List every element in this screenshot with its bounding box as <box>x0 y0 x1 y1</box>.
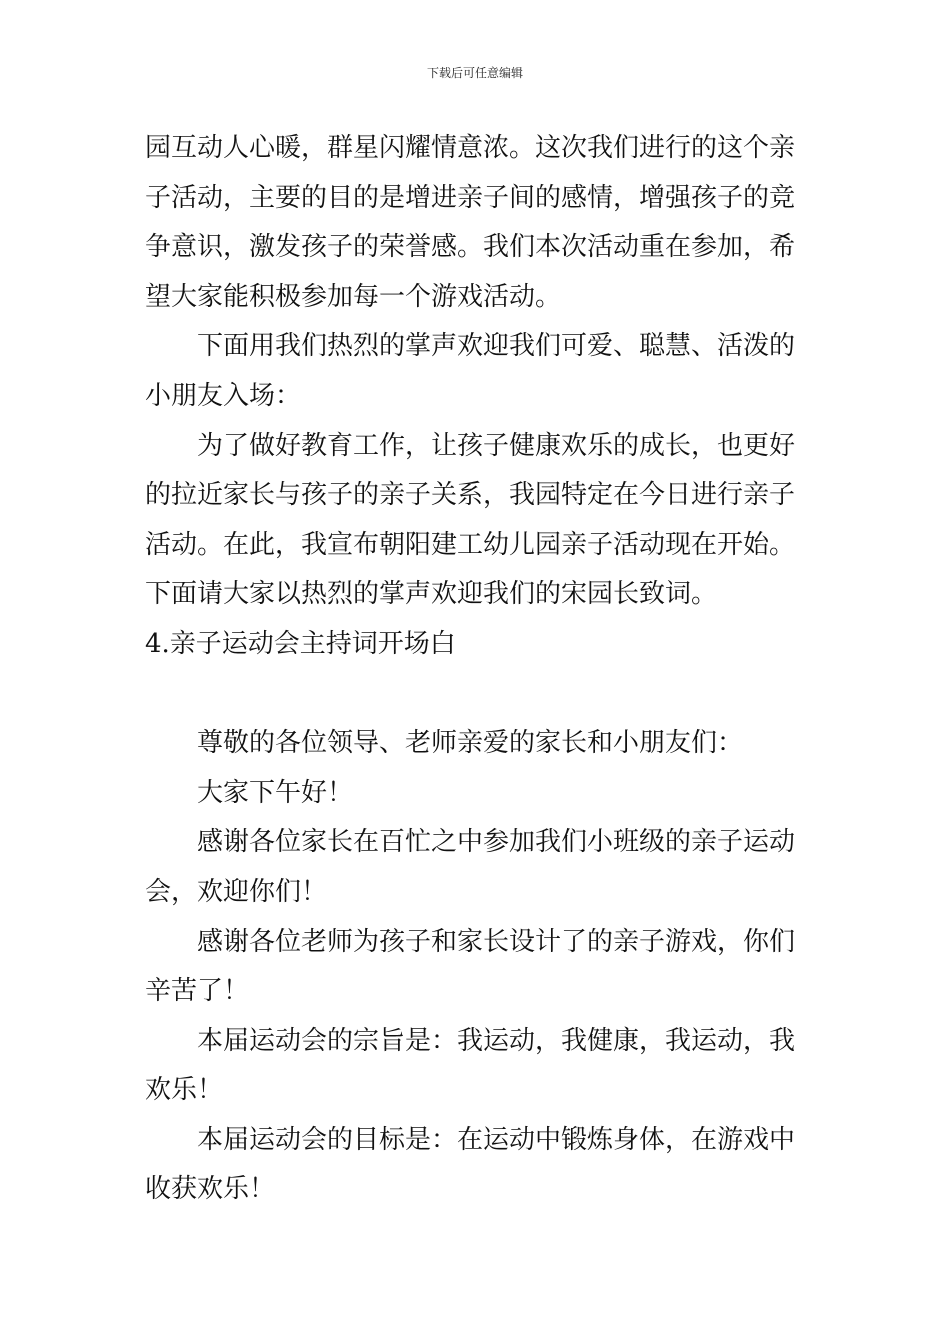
text-line: 感谢各位家长在百忙之中参加我们小班级的亲子运动 <box>197 827 796 858</box>
blank-line <box>145 670 809 720</box>
text-line: 为了做好教育工作，让孩子健康欢乐的成长，也更好 <box>197 430 796 461</box>
page-header: 下载后可任意编辑 <box>426 66 523 80</box>
text-line: 小朋友入场： <box>145 380 302 411</box>
text-line: 本届运动会的宗旨是：我运动，我健康，我运动，我 <box>197 1025 796 1056</box>
paragraph <box>145 422 809 620</box>
text-line: 子活动，主要的目的是增进亲子间的感情，增强孩子的竞 <box>145 182 796 213</box>
text-line: 的拉近家长与孩子的亲子关系，我园特定在今日进行亲子 <box>145 480 796 511</box>
paragraph <box>145 322 809 421</box>
text-line: 争意识，激发孩子的荣誉感。我们本次活动重在参加，希 <box>145 232 796 263</box>
text-line: 收获欢乐！ <box>145 1174 276 1205</box>
text-line: 感谢各位老师为孩子和家长设计了的亲子游戏，你们 <box>197 926 796 957</box>
paragraph <box>145 818 809 917</box>
text-line: 望大家能积极参加每一个游戏活动。 <box>145 281 562 312</box>
paragraph <box>145 719 809 769</box>
paragraph <box>145 769 809 819</box>
text-line: 下面用我们热烈的掌声欢迎我们可爱、聪慧、活泼的 <box>197 331 796 362</box>
paragraph <box>145 1017 809 1116</box>
document-body <box>145 124 809 1215</box>
section-heading: 4.亲子运动会主持词开场白 <box>145 628 456 659</box>
text-line: 尊敬的各位领导、老师亲爱的家长和小朋友们： <box>197 728 744 759</box>
text-line: 会，欢迎你们！ <box>145 876 328 907</box>
text-line: 欢乐！ <box>145 1075 224 1106</box>
paragraph <box>145 124 809 322</box>
text-line: 辛苦了！ <box>145 976 250 1007</box>
paragraph <box>145 1116 809 1215</box>
text-line: 活动。在此，我宣布朝阳建工幼儿园亲子活动现在开始。 <box>145 529 796 560</box>
text-line: 本届运动会的目标是：在运动中锻炼身体，在游戏中 <box>197 1124 796 1155</box>
text-line: 园互动人心暖，群星闪耀情意浓。这次我们进行的这个亲 <box>145 133 796 163</box>
paragraph <box>145 918 809 1017</box>
text-line: 大家下午好！ <box>197 777 354 808</box>
text-line: 下面请大家以热烈的掌声欢迎我们的宋园长致词。 <box>145 579 718 610</box>
